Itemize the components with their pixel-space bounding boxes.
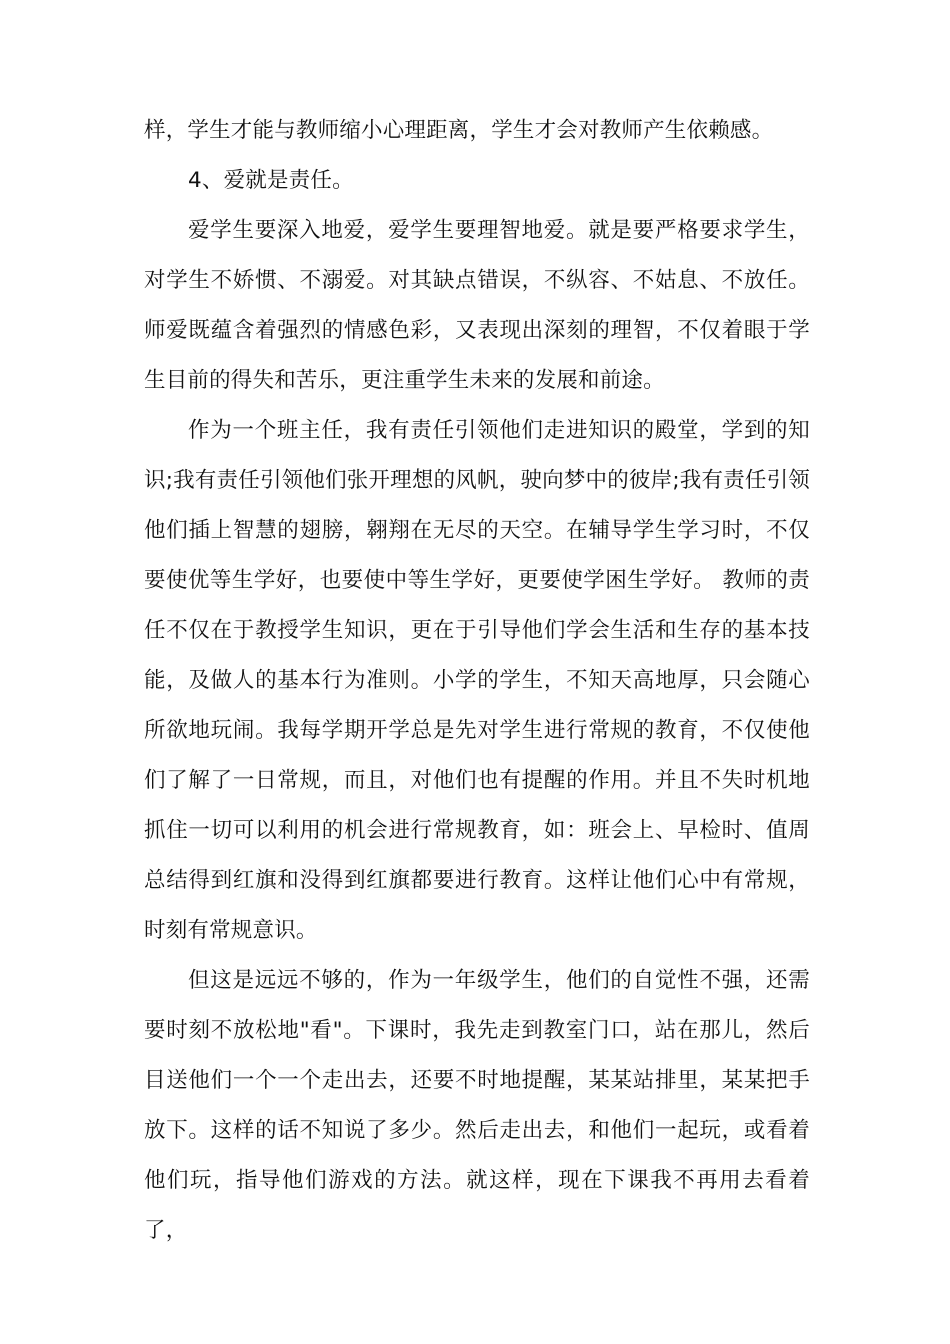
section-heading: 4、爱就是责任。 — [188, 168, 354, 193]
paragraph-continuation: 样，学生才能与教师缩小心理距离，学生才会对教师产生依赖感。 — [144, 118, 774, 143]
paragraph: 但这是远远不够的，作为一年级学生，他们的自觉性不强，还需要时刻不放松地"看"。下课时，我先走到教室门口，站在那儿，然后目送他们一个一个走出去，还要不时地提醒，某某站排里，某某把手放下。这样的话不知说了多少。然后走出去，和他们一起玩，或看着他们玩，指导他们游戏的方法。就这样，现在下课我不再用去看着了， — [144, 968, 810, 1243]
paragraph: 作为一个班主任，我有责任引领他们走进知识的殿堂，学到的知识;我有责任引领他们张开理想的风帆，驶向梦中的彼岸;我有责任引领他们插上智慧的翅膀，翱翔在无尽的天空。在辅导学生学习时，不仅要使优等生学好，也要使中等生学好，更要使学困生学好。 教师的责任不仅在于教授学生知识，更在于引导他们学会生活和生存的基本技能，及做人的基本行为准则。小学的学生，不知天高地厚，只会随心所欲地玩闹。我每学期开学总是先对学生进行常规的教育，不仅使他们了解了一日常规，而且，对他们也有提醒的作用。并且不失时机地抓住一切可以利用的机会进行常规教育，如：班会上、早检时、值周总结得到红旗和没得到红旗都要进行教育。这样让他们心中有常规，时刻有常规意识。 — [144, 418, 810, 943]
paragraph: 爱学生要深入地爱，爱学生要理智地爱。就是要严格要求学生，对学生不娇惯、不溺爱。对其缺点错误，不纵容、不姑息、不放任。师爱既蕴含着强烈的情感色彩，又表现出深刻的理智，不仅着眼于学生目前的得失和苦乐，更注重学生未来的发展和前途。 — [144, 218, 810, 393]
document-body — [144, 106, 810, 1256]
